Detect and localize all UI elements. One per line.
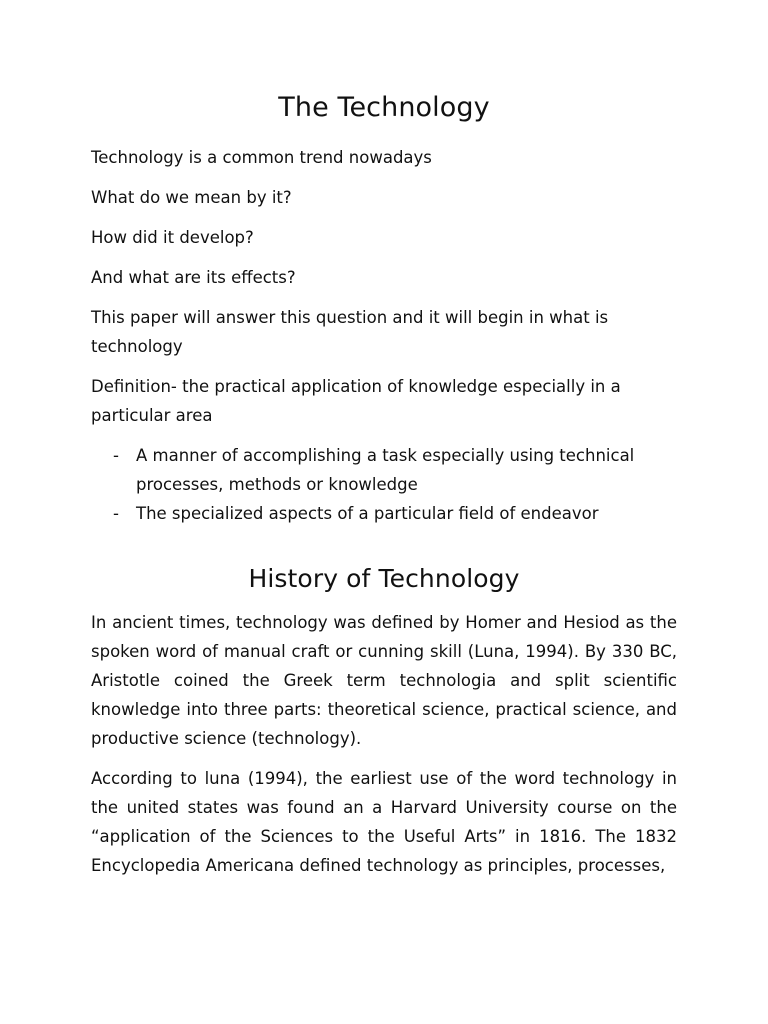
history-paragraph: According to luna (1994), the earliest use of the word technology in the united states was found an a Harvard University course on the “application of the Sciences to the Useful Arts” in 1816. The 1832 Encyclopedia Americana defined technology as principles, processes,: [91, 769, 677, 876]
document-body: [91, 92, 677, 891]
list-item: [91, 441, 677, 499]
list-item-text: A manner of accomplishing a task especially using technical processes, methods or knowledge: [136, 446, 635, 495]
bullet-dash: -: [113, 446, 119, 466]
definition-paragraph: Definition- the practical application of knowledge especially in a particular area: [91, 377, 621, 426]
intro-line: And what are its effects?: [91, 268, 296, 288]
list-item-text: The specialized aspects of a particular field of endeavor: [136, 504, 599, 524]
intro-line: Technology is a common trend nowadays: [91, 148, 432, 168]
section-heading: History of Technology: [248, 564, 520, 594]
intro-line: What do we mean by it?: [91, 188, 292, 208]
definition-list: [91, 441, 677, 528]
list-item: [91, 499, 677, 528]
bullet-dash: -: [113, 504, 119, 524]
page-title: The Technology: [278, 92, 490, 123]
intro-line: How did it develop?: [91, 228, 254, 248]
intro-paragraph: This paper will answer this question and it will begin in what is technology: [91, 308, 609, 357]
history-paragraph: In ancient times, technology was defined by Homer and Hesiod as the spoken word of manual craft or cunning skill (Luna, 1994). By 330 BC, Aristotle coined the Greek term technologia and split scientific knowledge into three parts: theoretical science, practical science, and productive science (technology).: [91, 613, 677, 749]
